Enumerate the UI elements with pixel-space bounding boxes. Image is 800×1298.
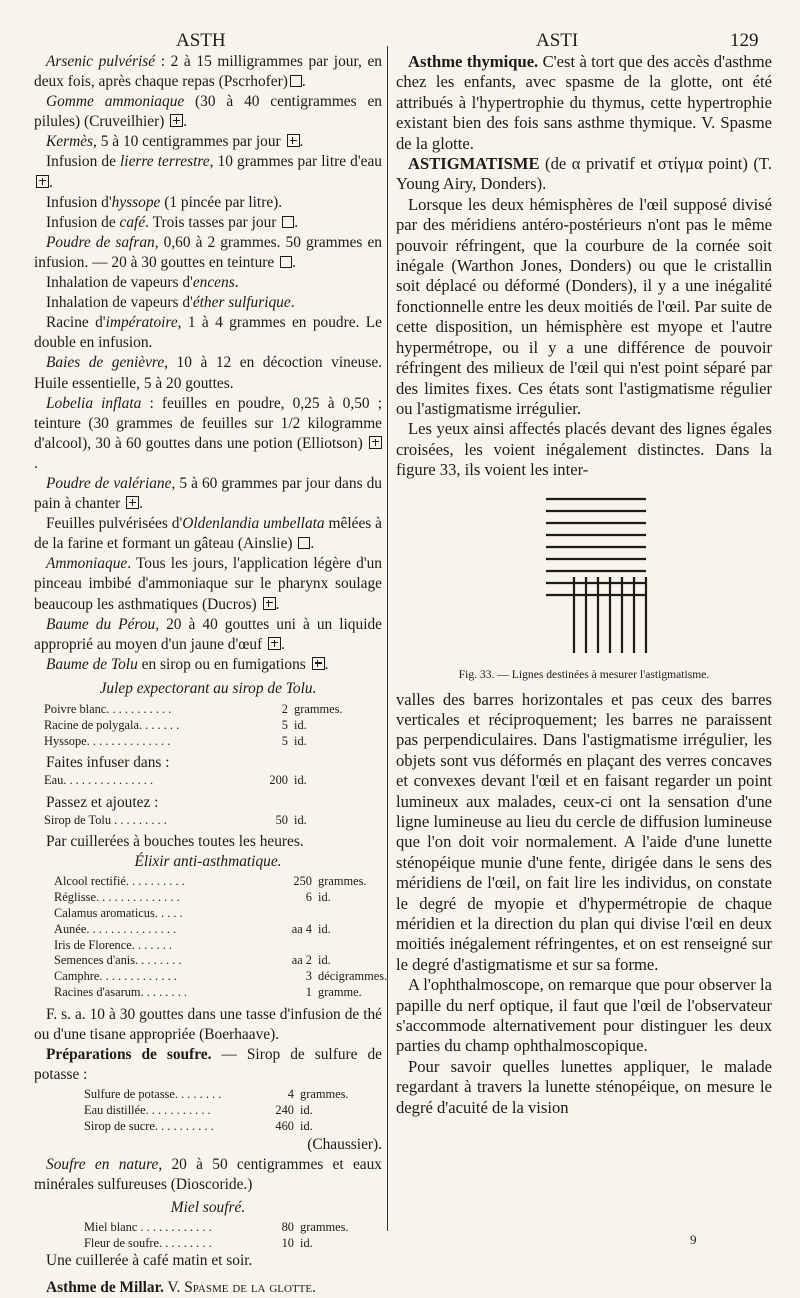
astig-para-4: A l'ophthalmoscope, on remarque que pour observer la papille du nerf optique, il faut que l'œil de l'observateur s'accommode alternativement pour distinguer les deux parties du champ ophthalmoscopique. <box>396 975 772 1056</box>
passez-label: Passez et ajoutez : <box>46 794 159 812</box>
plus-square-icon <box>263 597 276 610</box>
remedy-arsenic: Arsenic pulvérisé : 2 à 15 milligrammes par jour, en deux fois, après chaque repas (Pscrhofer) . <box>34 53 382 91</box>
recipe-row: Aunée. . . . . . . . . . . . . . . aa 4 id. <box>54 921 331 936</box>
remedy-safran: Poudre de safran, 0,60 à 2 grammes. 50 grammes en infusion. — 20 à 30 gouttes en teinture . <box>34 233 382 271</box>
plus-square-icon <box>170 114 183 127</box>
elixir-title: Élixir anti-asthmatique. <box>134 853 282 871</box>
signature-mark: 9 <box>690 1232 697 1247</box>
right-column <box>396 52 772 1118</box>
astig-para-5: Pour savoir quelles lunettes appliquer, le malade regardant à travers la lunette sténopéique, on mesure le degré d'acuité de la vision <box>396 1056 772 1117</box>
plus-square-icon <box>126 496 139 509</box>
remedy-genievre: Baies de genièvre, 10 à 12 en décoction vineuse. Huile essentielle, 5 à 20 gouttes. <box>34 354 383 392</box>
remedy-baume-perou: Baume du Pérou, 20 à 40 gouttes uni à un liquide approprié au moyen d'un jaune d'œuf . <box>34 615 382 653</box>
sirop-recipe <box>34 813 382 829</box>
soufre-nature: Soufre en nature, 20 à 50 centigrammes et eaux minérales sulfureuses (Dioscoride.) <box>34 1155 382 1193</box>
recipe-row: Eau distillée. . . . . . . . . . . 240 id. <box>84 1102 313 1117</box>
recipe-row: Alcool rectifié. . . . . . . . . . 250 grammes. <box>54 874 367 889</box>
astigmatism-lines-figure <box>396 481 772 661</box>
remedy-ammoniaque: Ammoniaque. Tous les jours, l'application légère d'un pinceau imbibé d'ammoniaque sur le pharynx soulage beaucoup les asthmatiques (Ducros) . <box>34 555 382 613</box>
column-divider <box>387 46 388 1231</box>
julep-title: Julep expectorant au sirop de Tolu. <box>99 679 317 697</box>
eau-recipe <box>34 773 382 789</box>
recipe-row: Fleur de soufre. . . . . . . . . 10 id. <box>84 1235 313 1250</box>
julep-recipe <box>34 702 382 749</box>
recipe-row: Calamus aromaticus. . . . . <box>54 905 183 920</box>
plus-square-icon <box>287 134 300 147</box>
cuilleree-cafe: Une cuillerée à café matin et soir. <box>46 1252 253 1270</box>
chaussier-credit: (Chaussier). <box>307 1135 382 1153</box>
remedy-encens: Inhalation de vapeurs d'encens. <box>46 274 239 292</box>
recipe-row: Sirop de Tolu . . . . . . . . . 50 id. <box>44 813 307 828</box>
running-head-right: ASTI <box>536 30 579 51</box>
recipe-row: Sirop de sucre. . . . . . . . . . 460 id. <box>84 1118 313 1133</box>
astig-para-3: valles des barres horizontales et pas ceux des barres verticales et réciproquement; les barres ne paraissent pas perpendiculaires. Dans l'astigmatisme irrégulier, les objets sont vus déformés en plaçant des verres concaves et convexes devant l'œil et en faisant regarder un point lumineux aux malades, ceux-ci ont la sensation d'une ligne lumineuse au lieu du cercle de diffusion lumineuse que l'on doit voir normalement. A l'aide d'une lunette sténopéique munie d'une fente, dirigée dans le sens des méridiens de l'œil, on fait lire les individus, on constate le degré de myopie et d'hypermétropie de chaque méridien et la direction du plan qui divise l'œil en deux moitiés inégalement réfringentes, et on est renseigné sur le degré d'astigmatisme et sur sa forme. <box>396 689 772 974</box>
fsa-text: F. s. a. 10 à 30 gouttes dans une tasse d'infusion de thé ou d'une tisane appropriée (Boerhaave). <box>34 1005 382 1043</box>
plus-square-icon <box>268 637 281 650</box>
plus-square-icon <box>369 436 382 449</box>
recipe-row: Hyssope. . . . . . . . . . . . . . 5 id. <box>44 733 307 748</box>
elixir-recipe <box>34 874 388 1000</box>
remedy-imperatoire: Racine d'impératoire, 1 à 4 grammes en poudre. Le double en infusion. <box>34 314 383 352</box>
remedy-hyssope: Infusion d'hyssope (1 pincée par litre). <box>46 193 283 211</box>
astig-para-2: Les yeux ainsi affectés placés devant des lignes égales croisées, les voient inégalement distinctes. Dans la figure 33, ils voient les inter- <box>396 419 772 480</box>
recipe-row: Iris de Florence. . . . . . . <box>54 937 173 952</box>
recipe-row: Poivre blanc. . . . . . . . . . . 2 grammes. <box>44 702 343 716</box>
sulfure-recipe <box>34 1087 382 1134</box>
remedy-oldenlandia: Feuilles pulvérisées d'Oldenlandia umbellata mêlées à de la farine et formant un gâteau (Ainslie) . <box>34 515 382 553</box>
preparations-soufre: Préparations de soufre. — Sirop de sulfure de potasse : <box>34 1045 382 1084</box>
remedy-baume-tolu: Baume de Tolu en sirop ou en fumigations . <box>46 655 329 673</box>
asthme-thymique: Asthme thymique. C'est à tort que des accès d'asthme chez les enfants, avec spasme de la glotte, ont été attribués à l'hypertrophie du thymus, cette hypertrophie existant bien des fois sans asthme thymique. V. Spasme de la glotte. <box>396 52 772 153</box>
recipe-row: Racine de polygala. . . . . . . 5 id. <box>44 717 307 732</box>
empty-square-icon <box>298 537 310 549</box>
empty-square-icon <box>290 75 302 87</box>
infuse-label: Faites infuser dans : <box>46 754 170 772</box>
recipe-row: Semences d'anis. . . . . . . . aa 2 id. <box>54 953 331 968</box>
remedy-cafe: Infusion de café. Trois tasses par jour . <box>46 213 299 231</box>
remedy-valeriane: Poudre de valériane, 5 à 60 grammes par jour dans du pain à chanter . <box>34 474 382 513</box>
recipe-row: Racines d'asarum. . . . . . . . 1 gramme. <box>54 984 362 999</box>
left-column <box>34 52 388 1298</box>
figure-33 <box>396 481 772 686</box>
remedy-kermes: Kermès, 5 à 10 centigrammes par jour . <box>46 133 304 151</box>
plus-square-icon <box>36 175 49 188</box>
recipe-row: Eau. . . . . . . . . . . . . . . 200 id. <box>44 773 307 788</box>
miel-recipe <box>34 1220 382 1252</box>
miel-title: Miel soufré. <box>170 1198 246 1216</box>
figure-caption: Fig. 33. — Lignes destinées à mesurer l'astigmatisme. <box>458 667 710 681</box>
plus-square-icon <box>312 657 325 670</box>
remedy-lierre: Infusion de lierre terrestre, 10 grammes par litre d'eau . <box>34 152 382 192</box>
page-number: 129 <box>730 30 759 51</box>
cuilleree-text: Par cuillerées à bouches toutes les heures. <box>46 833 304 851</box>
remedy-gomme: Gomme ammoniaque (30 à 40 centigrammes en pilules) (Cruveilhier) . <box>34 93 382 131</box>
remedy-ether: Inhalation de vapeurs d'éther sulfurique. <box>46 294 295 312</box>
astig-para-1: Lorsque les deux hémisphères de l'œil supposé divisé par des méridiens antéro-postérieurs n'ont pas le même pouvoir réfringent, que la courbure de la cornée soit inégale (Warthon Jones, Donders) ou que le cristallin soit déplacé ou déformé (Donders), il y a une inégalité fonctionnelle entre les deux moitiés de l'œil. Par suite de cette disposition, un hémisphère est myope et l'autre hypermétrope, ou il y a une différence de pouvoir réfringent des milieux de l'œil qui n'est point séparé par des limites fixes. Ces états sont l'astigmatisme régulier ou l'astigmatisme irrégulier. <box>396 194 772 418</box>
running-head-left: ASTH <box>176 30 226 51</box>
remedy-lobelia: Lobelia inflata : feuilles en poudre, 0,25 à 0,50 ; teinture (30 grammes de feuilles sur 1/2 kilogramme d'alcool), 30 à 60 gouttes dans une potion (Elliotson) . <box>34 394 382 472</box>
recipe-row: Miel blanc . . . . . . . . . . . . 80 grammes. <box>84 1219 349 1234</box>
astigmatisme-heading: ASTIGMATISME (de α privatif et στίγμα point) (T. Young Airy, Donders). <box>396 154 772 194</box>
recipe-row: Camphre. . . . . . . . . . . . . 3 décigrammes. <box>54 969 388 984</box>
empty-square-icon <box>280 256 292 268</box>
recipe-row: Sulfure de potasse. . . . . . . . 4 grammes. <box>84 1087 349 1102</box>
recipe-row: Réglisse. . . . . . . . . . . . . . 6 id. <box>54 890 331 905</box>
empty-square-icon <box>282 216 294 228</box>
asthme-millar: Asthme de Millar. V. Spasme de la glotte. <box>46 1278 316 1296</box>
